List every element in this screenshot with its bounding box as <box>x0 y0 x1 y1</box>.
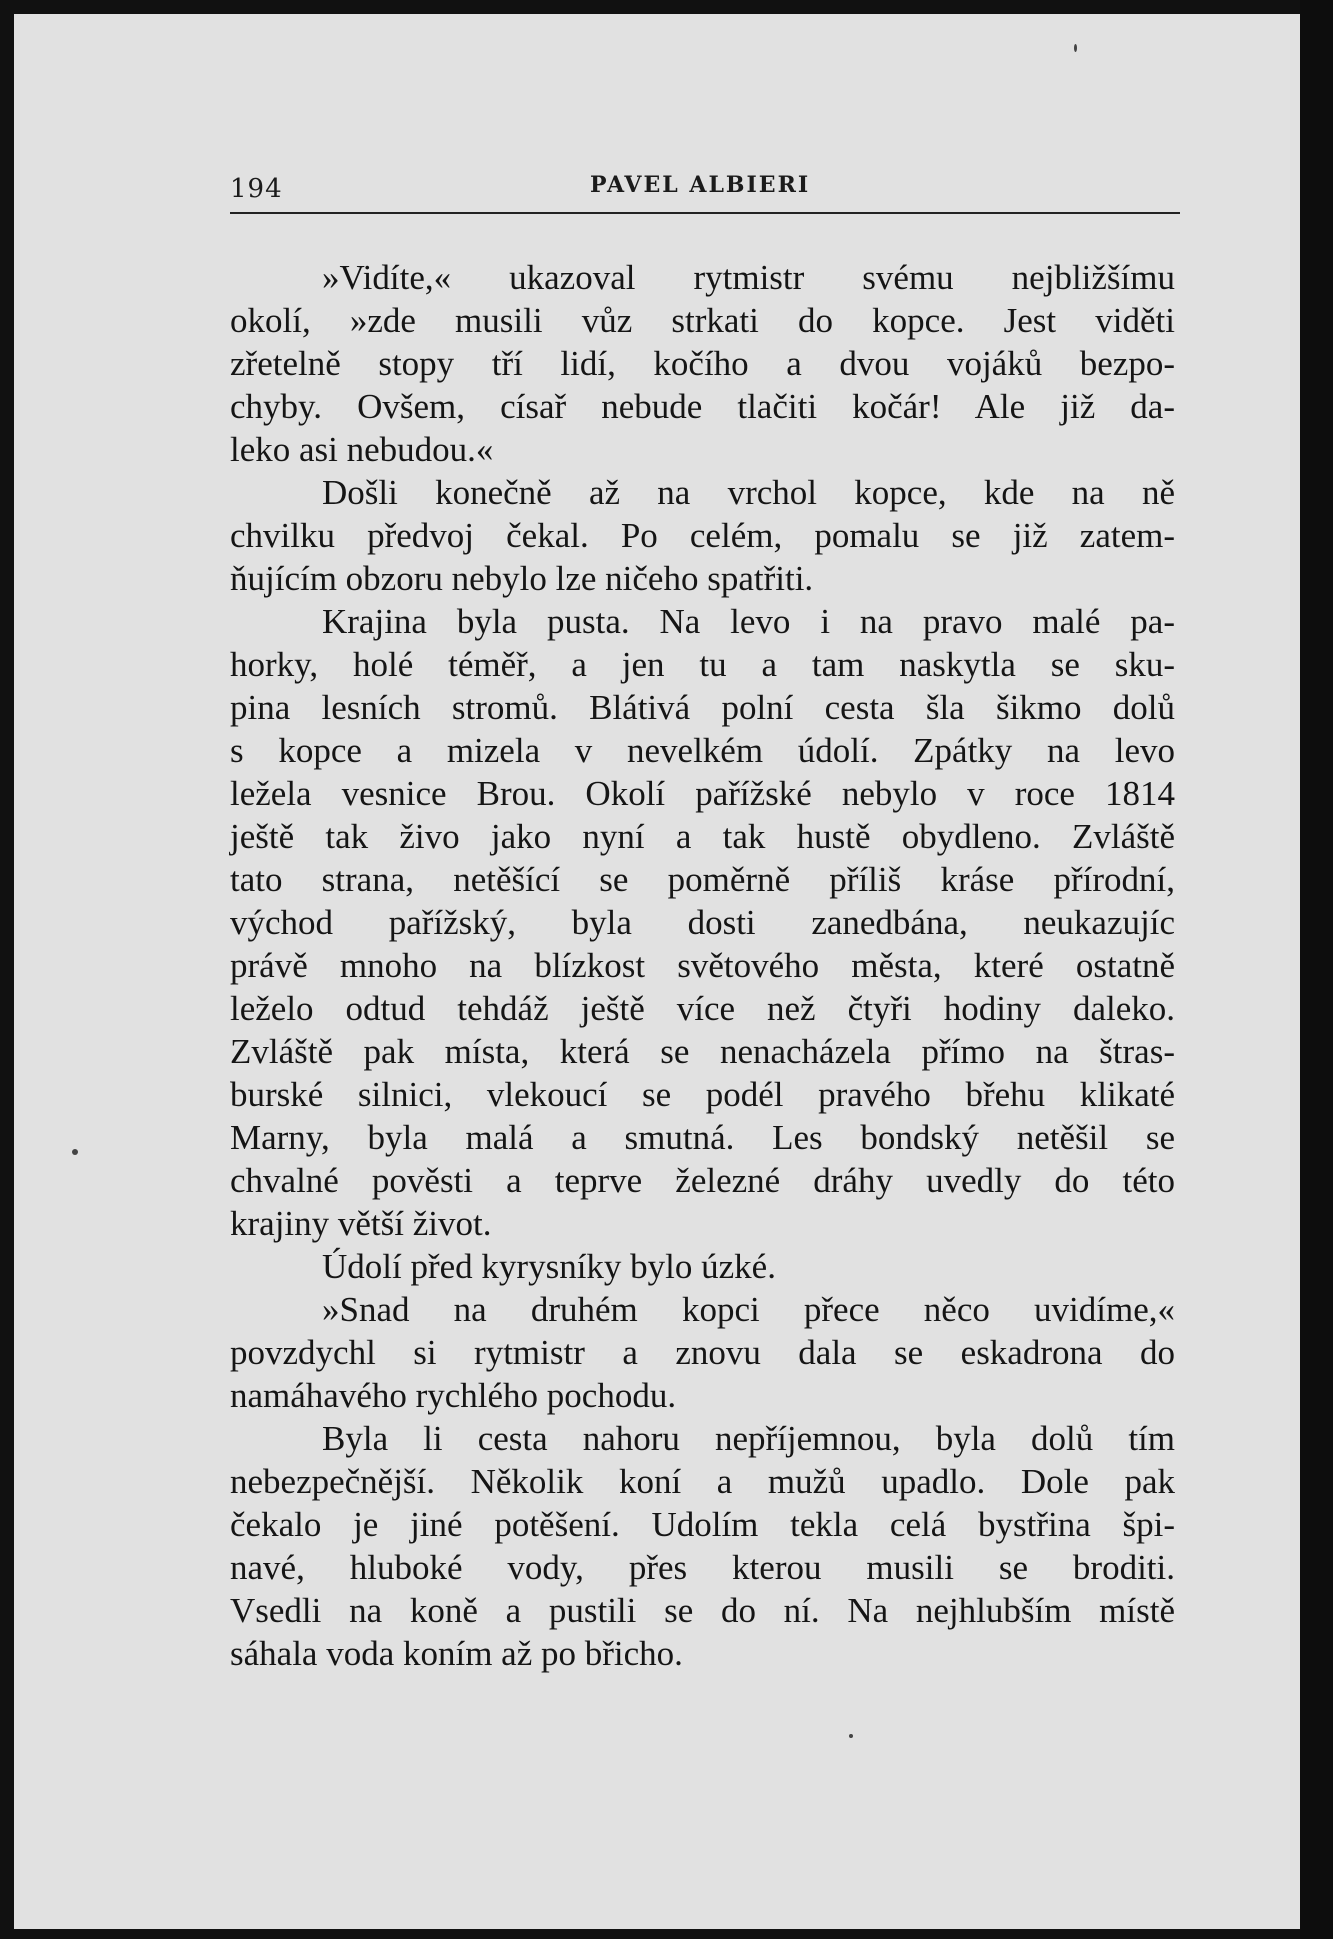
text-line: s kopce a mizela v nevelkém údolí. Zpátky na levo <box>230 731 1175 770</box>
text-line: burské silnici, vlekoucí se podél pravého břehu klikaté <box>230 1075 1175 1114</box>
paper-speck <box>1074 44 1077 52</box>
text-line: chvalné pověsti a teprve železné dráhy uvedly do této <box>230 1161 1175 1200</box>
text-line: Marny, byla malá a smutná. Les bondský netěšil se <box>230 1118 1175 1157</box>
text-line: Byla li cesta nahoru nepříjemnou, byla dolů tím <box>322 1419 1175 1458</box>
text-line: ležela vesnice Brou. Okolí pařížské nebylo v roce 1814 <box>230 774 1175 813</box>
text-line: pina lesních stromů. Blátivá polní cesta šla šikmo dolů <box>230 688 1175 727</box>
text-line: okolí, »zde musili vůz strkati do kopce. Jest viděti <box>230 301 1175 340</box>
text-line: chyby. Ovšem, císař nebude tlačiti kočár! Ale již da- <box>230 387 1175 426</box>
book-page <box>14 14 1304 1929</box>
text-line: ještě tak živo jako nyní a tak hustě obydleno. Zvláště <box>230 817 1175 856</box>
text-line: právě mnoho na blízkost světového města, které ostatně <box>230 946 1175 985</box>
scan-edge <box>1300 0 1333 1939</box>
text-line: navé, hluboké vody, přes kterou musili se broditi. <box>230 1548 1175 1587</box>
running-title: PAVEL ALBIERI <box>590 172 811 198</box>
text-line: Vsedli na koně a pustili se do ní. Na nejhlubším místě <box>230 1591 1175 1630</box>
text-line: chvilku předvoj čekal. Po celém, pomalu se již zatem- <box>230 516 1175 555</box>
text-line: horky, holé téměř, a jen tu a tam naskytla se sku- <box>230 645 1175 684</box>
text-line: namáhavého rychlého pochodu. <box>230 1376 677 1415</box>
text-line: Údolí před kyrysníky bylo úzké. <box>322 1247 776 1286</box>
text-line: leko asi nebudou.« <box>230 430 494 469</box>
text-line: nebezpečnější. Několik koní a mužů upadlo. Dole pak <box>230 1462 1175 1501</box>
text-line: »Snad na druhém kopci přece něco uvidíme,« <box>322 1290 1175 1329</box>
text-line: Došli konečně až na vrchol kopce, kde na ně <box>322 473 1175 512</box>
text-line: krajiny větší život. <box>230 1204 492 1243</box>
text-line: povzdychl si rytmistr a znovu dala se eskadrona do <box>230 1333 1175 1372</box>
paper-speck <box>849 1734 853 1738</box>
page-header <box>230 164 1180 214</box>
text-line: zřetelně stopy tří lidí, kočího a dvou vojáků bezpo- <box>230 344 1175 383</box>
page-number: 194 <box>230 174 283 204</box>
text-line: ňujícím obzoru nebylo lze ničeho spatřiti. <box>230 559 814 598</box>
text-line: sáhala voda koním až po břicho. <box>230 1634 683 1673</box>
text-line: Zvláště pak místa, která se nenacházela přímo na štras- <box>230 1032 1175 1071</box>
text-line: Krajina byla pusta. Na levo i na pravo malé pa- <box>322 602 1175 641</box>
text-line: čekalo je jiné potěšení. Udolím tekla celá bystřina špi- <box>230 1505 1175 1544</box>
text-line: tato strana, netěšící se poměrně příliš kráse přírodní, <box>230 860 1175 899</box>
text-line: leželo odtud tehdáž ještě více než čtyři hodiny daleko. <box>230 989 1175 1028</box>
text-line: »Vidíte,« ukazoval rytmistr svému nejbližšímu <box>322 258 1175 297</box>
text-line: východ pařížský, byla dosti zanedbána, neukazujíc <box>230 903 1175 942</box>
body-text <box>230 256 1175 1675</box>
paper-speck <box>72 1149 78 1155</box>
